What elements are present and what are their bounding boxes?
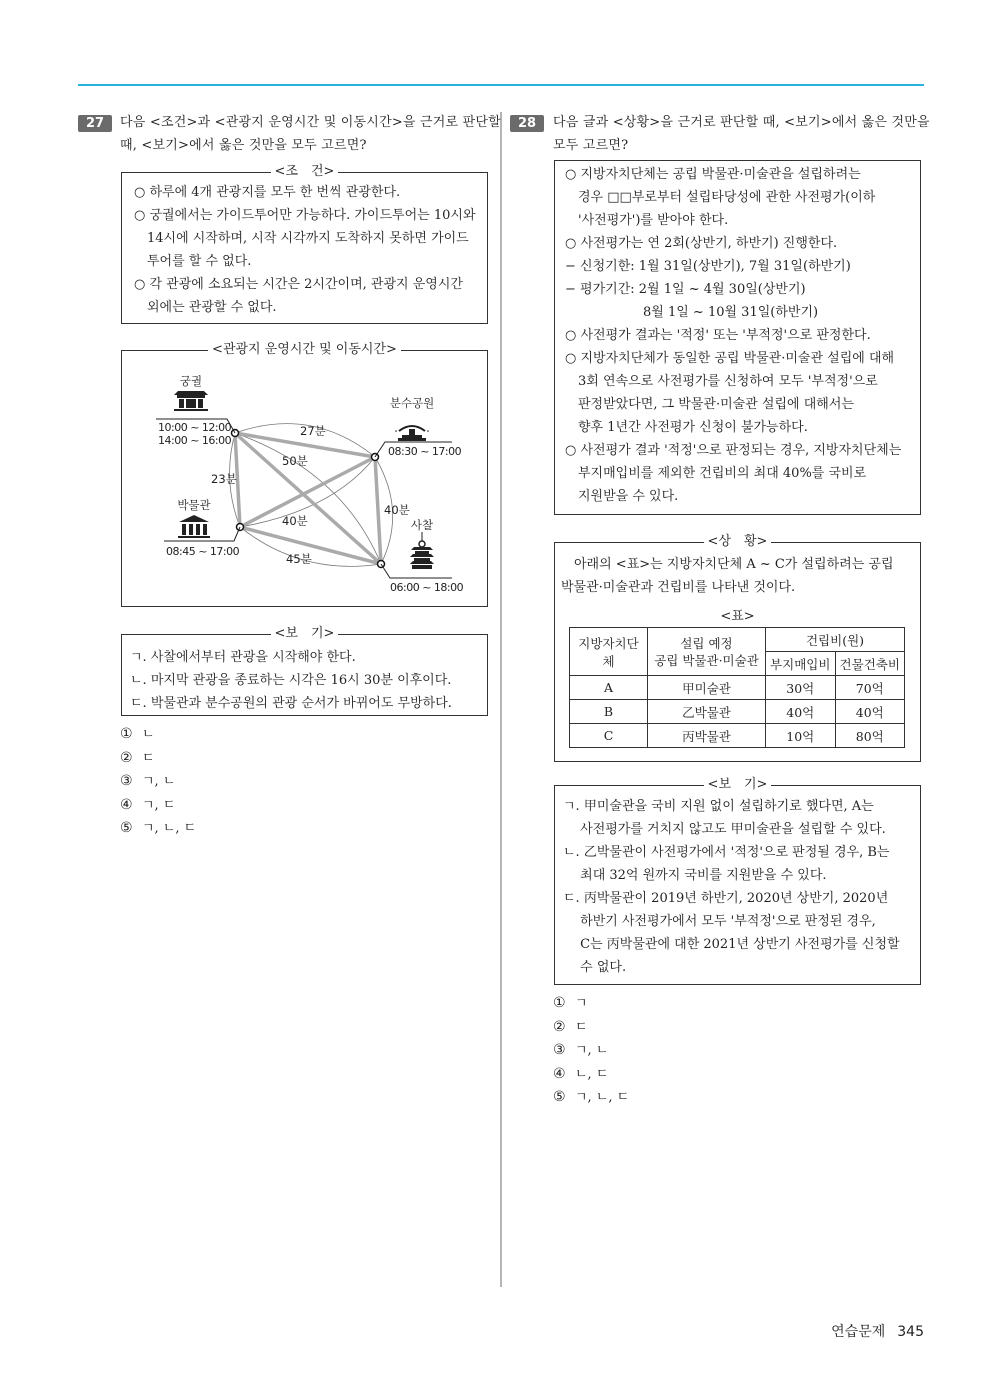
column-divider [500, 112, 502, 1287]
palace-icon [174, 391, 208, 411]
answer-choice-3[interactable]: ③ ㄱ, ㄴ [120, 773, 176, 789]
answer-choice-4[interactable]: ④ ㄱ, ㄷ [120, 796, 176, 813]
question-prompt-line-2: 때, <보기>에서 옳은 것만을 모두 고르면? [120, 138, 367, 153]
passage-line: − 평가기간: 2월 1일 ~ 4월 30일(상반기) [565, 282, 806, 297]
header-local-government: 지방자치단체 [570, 628, 648, 676]
table-title: <표> [720, 609, 755, 624]
edge-label-palace-fountain: 27분 [300, 424, 326, 438]
edge-fountain-temple [375, 457, 381, 564]
header-land-cost: 부지매입비 [766, 652, 836, 676]
edge-label-fountain-temple: 40분 [384, 503, 410, 517]
bogi-item: ㄴ. 마지막 관광을 종료하는 시각은 16시 30분 이후이다. [130, 673, 452, 688]
situation-intro-line-2: 박물관·미술관과 건립비를 나타낸 것이다. [561, 580, 796, 595]
header-construction-cost: 건립비(원) [766, 628, 905, 652]
page-footer [831, 1321, 924, 1341]
temple-icon [410, 532, 434, 569]
site-name-fountain: 분수공원 [389, 396, 435, 410]
footer-section-label: 연습문제 [831, 1324, 886, 1340]
passage-box [554, 160, 921, 515]
table-row: B 乙박물관 40억 40억 [570, 700, 905, 724]
hours-palace-1: 10:00 ~ 12:00 [158, 421, 232, 434]
bogi-title: <보 기> [122, 625, 487, 643]
answer-choice-1[interactable]: ① ㄴ [120, 726, 155, 742]
leader-museum [164, 527, 240, 541]
condition-line: 외에는 관광할 수 없다. [134, 300, 277, 315]
header-rule [78, 84, 924, 86]
answer-choice-3[interactable]: ③ ㄱ, ㄴ [553, 1042, 609, 1058]
passage-line: 부지매입비를 제외한 건립비의 최대 40%를 국비로 [565, 466, 867, 481]
passage-line: 3회 연속으로 사전평가를 신청하여 모두 '부적정'으로 [565, 374, 878, 389]
condition-line: 14시에 시작하며, 시작 시각까지 도착하지 못하면 가이드 [134, 231, 469, 246]
bogi-item: ㄱ. 사찰에서부터 관광을 시작해야 한다. [130, 650, 356, 665]
bogi-line: ㄱ. 甲미술관을 국비 지원 없이 설립하기로 했다면, A는 [563, 799, 874, 814]
bogi-line: C는 丙박물관에 대한 2021년 상반기 사전평가를 신청할 [563, 937, 900, 952]
passage-line: ○ 사전평가는 연 2회(상반기, 하반기) 진행한다. [565, 236, 838, 251]
question-number-badge: 28 [510, 115, 544, 132]
bogi-line: 사전평가를 거치지 않고도 甲미술관을 설립할 수 있다. [563, 822, 886, 837]
bogi-title: <보 기> [555, 776, 920, 794]
table-row: A 甲미술관 30억 70억 [570, 676, 905, 700]
hours-temple: 06:00 ~ 18:00 [390, 581, 464, 594]
edge-label-palace-museum: 23분 [211, 472, 237, 486]
passage-line: − 신청기한: 1월 31일(상반기), 7월 31일(하반기) [565, 259, 851, 274]
condition-line: ○ 각 관광에 소요되는 시간은 2시간이며, 관광지 운영시간 [134, 277, 463, 292]
conditions-title: <조 건> [122, 163, 487, 181]
answer-choices [120, 723, 196, 841]
bogi-box [554, 777, 921, 985]
passage-line: '사전평가')를 받아야 한다. [565, 213, 729, 228]
hours-fountain: 08:30 ~ 17:00 [388, 445, 462, 458]
situation-intro-line-1: 아래의 <표>는 지방자치단체 A ~ C가 설립하려는 공립 [561, 557, 894, 572]
answer-choice-5[interactable]: ⑤ ㄱ, ㄴ, ㄷ [553, 1089, 630, 1105]
header-building-cost: 건물건축비 [835, 652, 905, 676]
bogi-item: ㄷ. 박물관과 분수공원의 관광 순서가 바뀌어도 무방하다. [130, 696, 452, 711]
edge-label-palace-temple: 50분 [282, 454, 308, 468]
edge-label-museum-temple: 45분 [286, 552, 312, 566]
condition-line: ○ 하루에 4개 관광지를 모두 한 번씩 관광한다. [134, 185, 401, 200]
fountain-icon [395, 426, 429, 441]
question-prompt-line-2: 모두 고르면? [553, 138, 629, 153]
passage-line: ○ 사전평가 결과는 '적정' 또는 '부적정'으로 판정한다. [565, 328, 871, 343]
answer-choice-4[interactable]: ④ ㄴ, ㄷ [553, 1065, 609, 1082]
bogi-line: 하반기 사전평가에서 모두 '부적정'으로 판정된 경우, [563, 914, 876, 929]
header-planned-institution: 설립 예정 공립 박물관·미술관 [648, 628, 766, 676]
situation-title: <상 황> [555, 533, 920, 551]
answer-choice-2[interactable]: ② ㄷ [120, 749, 155, 766]
answer-choice-2[interactable]: ② ㄷ [553, 1018, 588, 1035]
hours-museum: 08:45 ~ 17:00 [166, 545, 240, 558]
edge-label-museum-fountain: 40분 [282, 514, 308, 528]
site-name-museum: 박물관 [177, 498, 211, 512]
hours-palace-2: 14:00 ~ 16:00 [158, 434, 232, 447]
diagram-title: <관광지 운영시간 및 이동시간> [122, 341, 487, 359]
bogi-line: ㄷ. 丙박물관이 2019년 하반기, 2020년 상반기, 2020년 [563, 891, 889, 906]
question-number-badge: 27 [78, 115, 112, 132]
conditions-box [121, 164, 488, 324]
passage-line: 8월 1일 ~ 10월 31일(하반기) [565, 305, 819, 320]
site-name-palace: 궁궐 [179, 374, 203, 388]
passage-line: 경우 □□부로부터 설립타당성에 관한 사전평가(이하 [565, 190, 876, 205]
passage-line: 향후 1년간 사전평가 신청이 불가능하다. [565, 420, 808, 435]
condition-line: ○ 궁궐에서는 가이드투어만 가능하다. 가이드투어는 10시와 [134, 208, 476, 223]
bogi-line: ㄴ. 乙박물관이 사전평가에서 '적정'으로 판정될 경우, B는 [563, 845, 890, 860]
construction-cost-table [569, 627, 905, 748]
bogi-line: 수 없다. [563, 960, 627, 975]
passage-line: ○ 지방자치단체가 동일한 공립 박물관·미술관 설립에 대해 [565, 351, 895, 366]
table-row: C 丙박물관 10억 80억 [570, 724, 905, 748]
bogi-box [121, 626, 488, 716]
museum-icon [178, 515, 210, 538]
answer-choices [553, 992, 629, 1110]
passage-line: 판정받았다면, 그 박물관·미술관 설립에 대해서는 [565, 397, 854, 412]
passage-line: ○ 사전평가 결과 '적정'으로 판정되는 경우, 지방자치단체는 [565, 443, 902, 458]
passage-line: ○ 지방자치단체는 공립 박물관·미술관을 설립하려는 [565, 167, 861, 182]
site-name-temple: 사찰 [410, 518, 434, 532]
condition-line: 투어를 할 수 없다. [134, 254, 252, 269]
answer-choice-5[interactable]: ⑤ ㄱ, ㄴ, ㄷ [120, 820, 197, 836]
page-number: 345 [897, 1324, 924, 1340]
answer-choice-1[interactable]: ① ㄱ [553, 995, 588, 1011]
passage-line: 지원받을 수 있다. [565, 489, 679, 504]
question-prompt-line-1: 다음 글과 <상황>을 근거로 판단할 때, <보기>에서 옳은 것만을 [553, 115, 930, 130]
tourist-site-diagram-box [121, 342, 488, 607]
route-diagram [122, 351, 486, 605]
bogi-line: 최대 32억 원까지 국비를 지원받을 수 있다. [563, 868, 827, 883]
question-prompt-line-1: 다음 <조건>과 <관광지 운영시간 및 이동시간>을 근거로 판단할 [120, 115, 501, 130]
